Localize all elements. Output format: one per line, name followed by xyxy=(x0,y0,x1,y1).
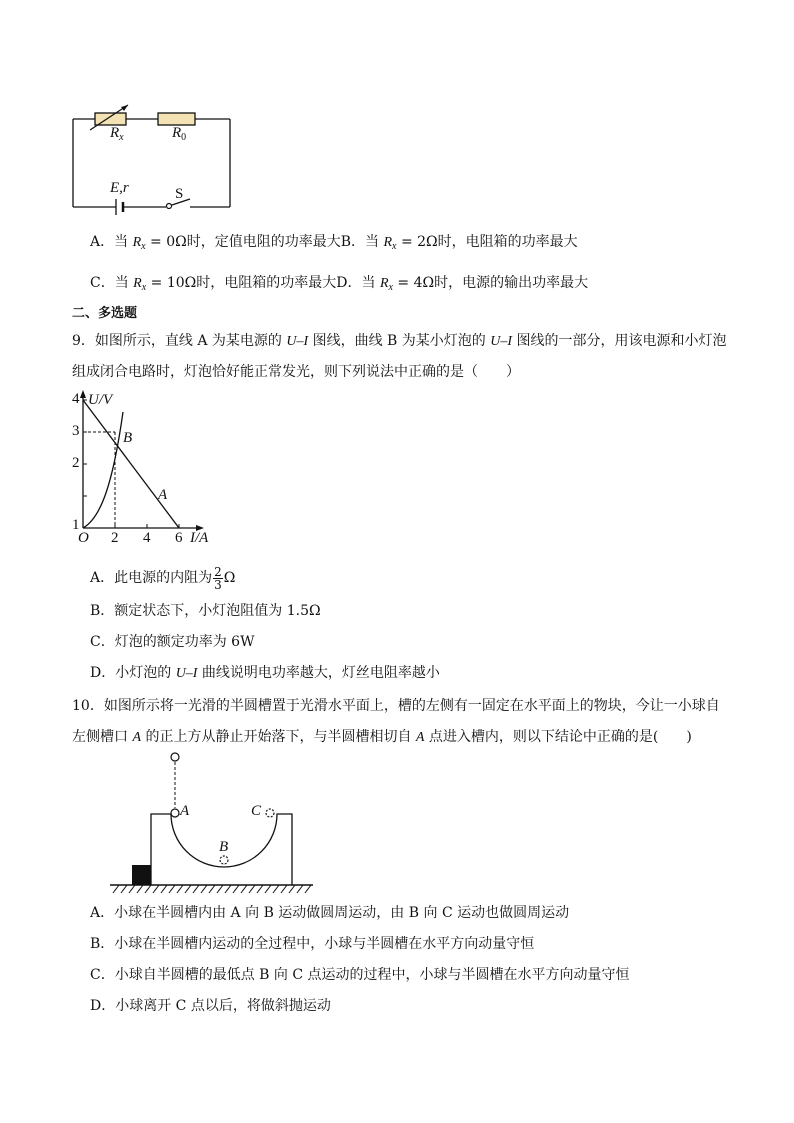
q8-options-row1 xyxy=(90,232,578,257)
switch-label: S xyxy=(175,186,184,202)
ball-start xyxy=(171,753,179,761)
x-tick-2: 2 xyxy=(111,530,119,546)
ball-at-a xyxy=(171,809,179,817)
q10-option-d: D．小球离开 C 点以后，将做斜抛运动 xyxy=(90,998,331,1014)
q9-stem-line1: 9．如图所示，直线 A 为某电源的 U–I 图线，曲线 B 为某小灯泡的 U–I 图线的一部分，用该电源和小灯泡 xyxy=(72,333,727,349)
y-tick-1: 1 xyxy=(72,517,80,533)
fig10-label-c: C xyxy=(251,803,262,819)
half-pipe-diagram xyxy=(105,748,320,898)
x-tick-4: 4 xyxy=(143,530,151,546)
q10-stem-line2: 左侧槽口 A 的正上方从静止开始落下，与半圆槽相切自 A 点进入槽内，则以下结论中正确的是( ) xyxy=(72,729,692,745)
q8-option-a: A．当 $R_x = 0\Omega$时，定值电阻的功率最大 xyxy=(90,234,341,252)
y-tick-2: 2 xyxy=(72,455,80,471)
ui-graph xyxy=(65,388,225,553)
fig10-label-b: B xyxy=(219,839,229,855)
origin-label: O xyxy=(78,530,89,546)
q9-option-d: D．小灯泡的 U–I 曲线说明电功率越大，灯丝电阻率越小 xyxy=(90,665,440,681)
x-axis-label: I/A xyxy=(190,530,209,546)
q8-option-d: D．当 $R_x = 4\Omega$时，电源的输出功率最大 xyxy=(336,275,589,293)
switch-contact xyxy=(167,204,172,209)
curve-b-label: B xyxy=(123,430,133,446)
fixed-block xyxy=(132,865,151,885)
q9-stem-line2: 组成闭合电路时，灯泡恰好能正常发光，则下列说法中正确的是（ ） xyxy=(72,364,520,380)
r0-resistor xyxy=(158,113,195,125)
y-axis-label: U/V xyxy=(88,392,113,408)
line-a xyxy=(83,400,179,528)
q10-stem-line1: 10．如图所示将一光滑的半圆槽置于光滑水平面上，槽的左侧有一固定在水平面上的物块，今让一小球自 xyxy=(72,698,720,714)
y-tick-3: 3 xyxy=(72,423,80,439)
q9-option-a: A．此电源的内阻为 $\frac{2}{3}$ Ω xyxy=(90,564,236,592)
ball-at-c xyxy=(266,809,274,817)
q10-option-a: A．小球在半圆槽内由 A 向 B 运动做圆周运动，由 B 向 C 运动也做圆周运动 xyxy=(90,905,570,921)
source-label: E,r xyxy=(110,180,129,196)
q9-option-c: C．灯泡的额定功率为 6W xyxy=(90,634,255,650)
fig10-label-a: A xyxy=(180,803,190,819)
circuit-diagram xyxy=(60,95,250,220)
rx-label: $R_x$ xyxy=(110,125,124,143)
curve-b xyxy=(83,412,123,528)
q8-options-row2 xyxy=(90,273,588,298)
ball-at-b xyxy=(220,856,228,864)
section-title: 二、多选题 xyxy=(72,306,138,321)
q10-option-c: C．小球自半圆槽的最低点 B 向 C 点运动的过程中，小球与半圆槽在水平方向动量守恒 xyxy=(90,967,630,983)
q8-option-c: C．当 $R_x = 10\Omega$时，电阻箱的功率最大 xyxy=(90,275,337,293)
q10-option-b: B．小球在半圆槽内运动的全过程中，小球与半圆槽在水平方向动量守恒 xyxy=(90,936,535,952)
line-a-label: A xyxy=(158,487,168,503)
q8-option-b: B．当 $R_x = 2\Omega$时，电阻箱的功率最大 xyxy=(340,234,578,252)
x-tick-6: 6 xyxy=(175,530,183,546)
fraction: $\frac{2}{3}$ xyxy=(214,564,222,592)
r0-label: $R_0$ xyxy=(172,125,187,143)
q9-option-b: B．额定状态下，小灯泡阻值为 1.5Ω xyxy=(90,603,321,619)
y-tick-4: 4 xyxy=(72,391,80,407)
